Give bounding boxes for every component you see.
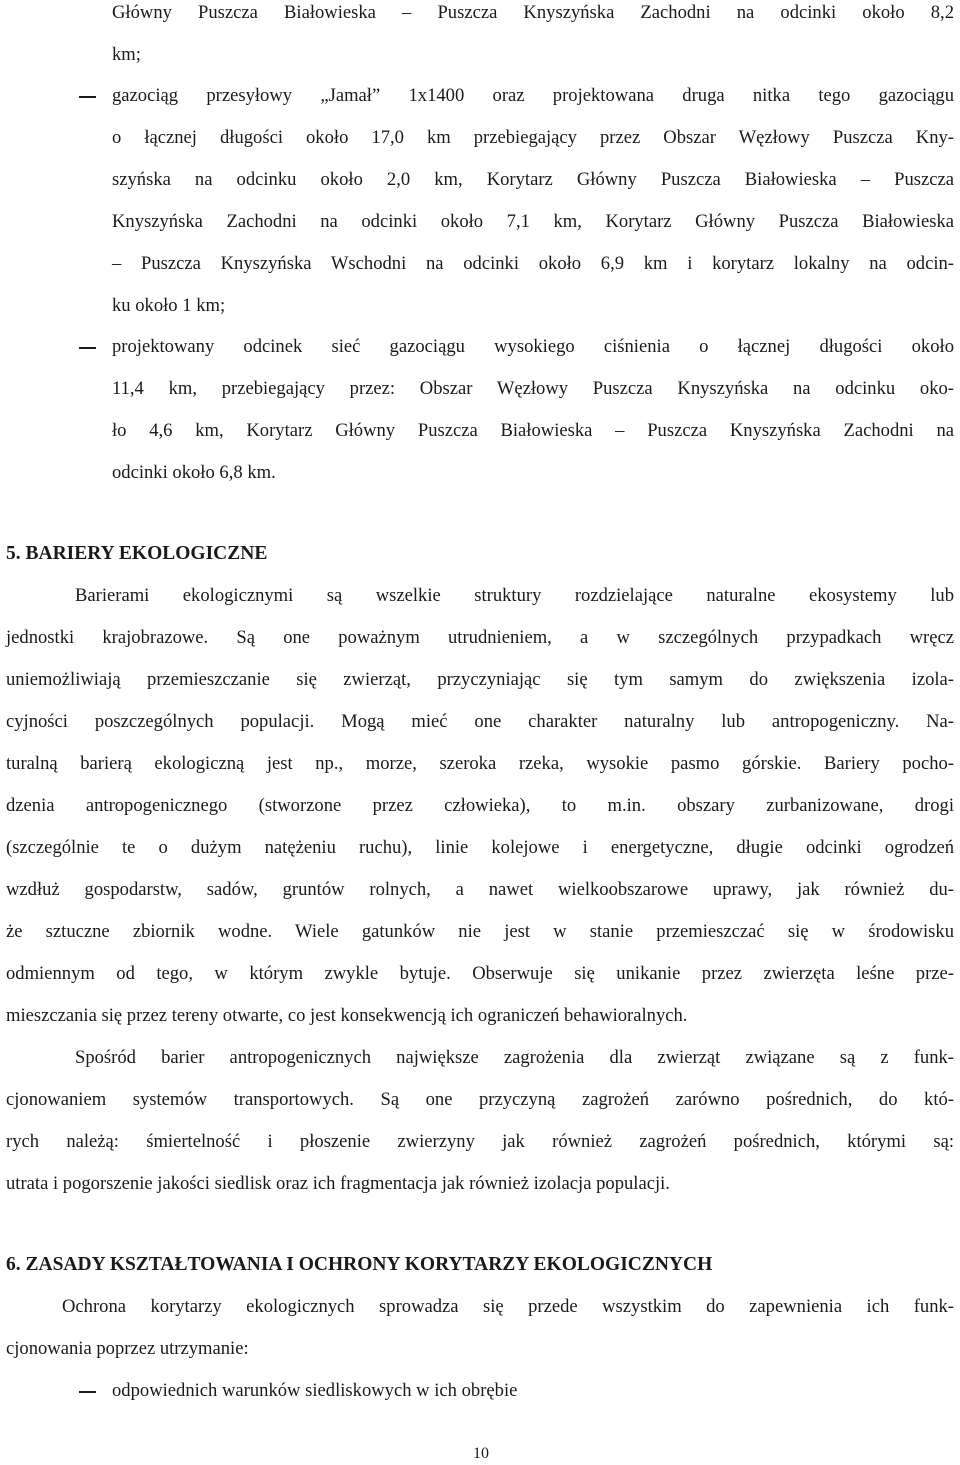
section-5-p1-line-7: (szczególnie te o dużym natężeniu ruchu), linie kolejowe i energetyczne, długie odcinki ogrodzeń	[6, 837, 954, 858]
section-5-p1-line-8: wzdłuż gospodarstw, sadów, gruntów rolnych, a nawet wielkoobszarowe uprawy, jak również du-	[6, 879, 954, 900]
section-5-p1-line-11: mieszczania się przez tereny otwarte, co jest konsekwencją ich ograniczeń behawioralnych.	[6, 1005, 688, 1026]
list-item-2-line-1: gazociąg przesyłowy „Jamał” 1x1400 oraz projektowana druga nitka tego gazociągu	[112, 85, 954, 106]
list-item-1-line-2: km;	[112, 44, 141, 65]
page-number: 10	[473, 1445, 489, 1462]
section-5-p1-line-10: odmiennym od tego, w którym zwykle bytuje. Obserwuje się unikanie przez zwierzęta leśne prze-	[6, 963, 954, 984]
section-5-heading: 5. BARIERY EKOLOGICZNE	[6, 543, 268, 564]
section-6-p1-line-2: cjonowania poprzez utrzymanie:	[6, 1338, 249, 1359]
section-5-p1-line-6: dzenia antropogenicznego (stworzone przez człowieka), to m.in. obszary zurbanizowane, drogi	[6, 795, 954, 816]
list-item-1-line-1: Główny Puszcza Białowieska – Puszcza Knyszyńska Zachodni na odcinki około 8,2	[112, 2, 954, 23]
list-item-2-line-2: o łącznej długości około 17,0 km przebiegający przez Obszar Węzłowy Puszcza Kny-	[112, 127, 954, 148]
section-5-p2-line-3: rych należą: śmiertelność i płoszenie zwierzyny jak również zagrożeń pośrednich, którymi są:	[6, 1131, 954, 1152]
list-item-3-line-2: 11,4 km, przebiegający przez: Obszar Węzłowy Puszcza Knyszyńska na odcinku oko-	[112, 378, 954, 399]
list-item-3-line-3: ło 4,6 km, Korytarz Główny Puszcza Białowieska – Puszcza Knyszyńska Zachodni na	[112, 420, 954, 441]
section-5-p1-line-4: cyjności poszczególnych populacji. Mogą mieć one charakter naturalny lub antropogeniczny. Na-	[6, 711, 954, 732]
list-item-2-line-5: – Puszcza Knyszyńska Wschodni na odcinki około 6,9 km i korytarz lokalny na odcin-	[112, 253, 954, 274]
section-5-p1-line-2: jednostki krajobrazowe. Są one poważnym utrudnieniem, a w szczególnych przypadkach wręcz	[6, 627, 954, 648]
section-5-p2-line-2: cjonowaniem systemów transportowych. Są one przyczyną zagrożeń zarówno pośrednich, do któ-	[6, 1089, 954, 1110]
list-item-2-line-6: ku około 1 km;	[112, 295, 226, 316]
list-dash-marker	[79, 1391, 96, 1393]
section-6-heading: 6. ZASADY KSZTAŁTOWANIA I OCHRONY KORYTARZY EKOLOGICZNYCH	[6, 1254, 713, 1275]
list-item-2-line-3: szyńska na odcinku około 2,0 km, Korytarz Główny Puszcza Białowieska – Puszcza	[112, 169, 954, 190]
list-item-2-line-4: Knyszyńska Zachodni na odcinki około 7,1 km, Korytarz Główny Puszcza Białowieska	[112, 211, 954, 232]
list-dash-marker	[79, 347, 96, 349]
section-5-p1-line-1: Barierami ekologicznymi są wszelkie struktury rozdzielające naturalne ekosystemy lub	[75, 585, 954, 606]
section-6-p1-line-1: Ochrona korytarzy ekologicznych sprowadza się przede wszystkim do zapewnienia ich funk-	[62, 1296, 954, 1317]
section-5-p1-line-3: uniemożliwiają przemieszczanie się zwierząt, przyczyniając się tym samym do zwiększenia izola-	[6, 669, 954, 690]
section-5-p2-line-1: Spośród barier antropogenicznych największe zagrożenia dla zwierząt związane są z funk-	[75, 1047, 954, 1068]
list-item-3-line-1: projektowany odcinek sieć gazociągu wysokiego ciśnienia o łącznej długości około	[112, 336, 954, 357]
list-item-3-line-4: odcinki około 6,8 km.	[112, 462, 276, 483]
list-dash-marker	[79, 96, 96, 98]
section-5-p1-line-9: że sztuczne zbiornik wodne. Wiele gatunków nie jest w stanie przemieszczać się w środowisku	[6, 921, 954, 942]
section-5-p1-line-5: turalną barierą ekologiczną jest np., morze, szeroka rzeka, wysokie pasmo górskie. Bariery pocho-	[6, 753, 954, 774]
section-6-list-item-1: odpowiednich warunków siedliskowych w ich obrębie	[112, 1380, 518, 1401]
section-5-p2-line-4: utrata i pogorszenie jakości siedlisk oraz ich fragmentacja jak również izolacja populacji.	[6, 1173, 670, 1194]
